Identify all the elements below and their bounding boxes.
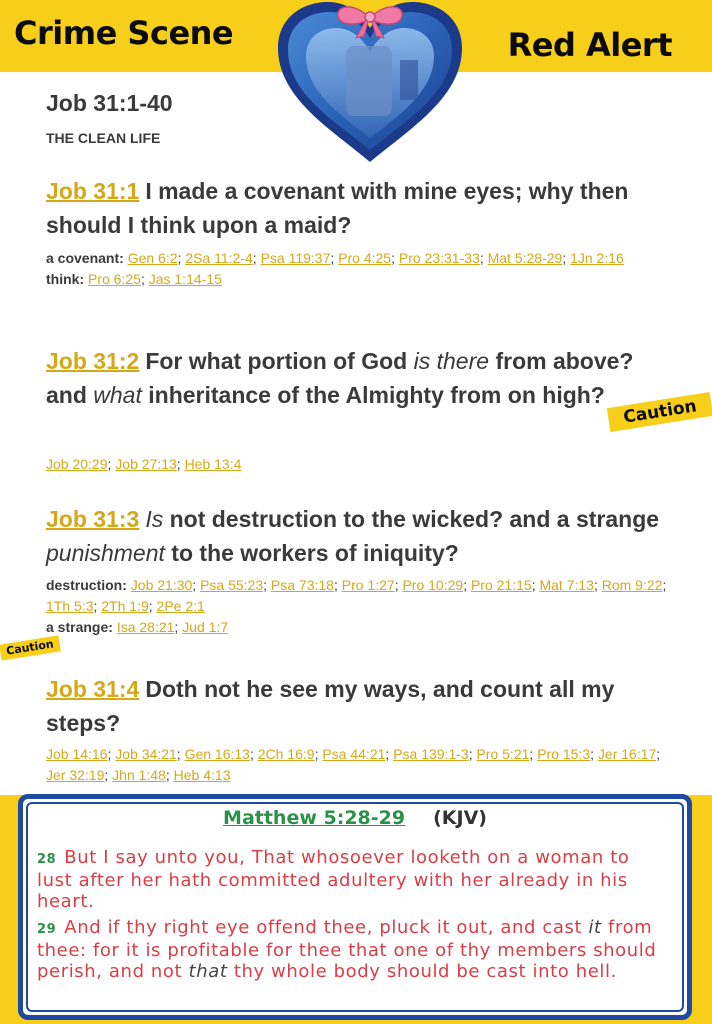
xref-line <box>46 269 676 290</box>
xref-link[interactable]: 2Th 1:9 <box>101 598 149 614</box>
xref-line <box>46 248 676 269</box>
xref-separator: ; <box>468 746 477 762</box>
xref-separator: ; <box>263 577 271 593</box>
xref-link[interactable]: Pro 10:29 <box>402 577 464 593</box>
verse-text: I made a covenant with mine eyes; why then should I think upon a maid? <box>46 178 629 238</box>
xref-link[interactable]: Pro 1:27 <box>341 577 395 593</box>
xref-link[interactable]: Job 34:21 <box>115 746 177 762</box>
xref-separator: ; <box>333 577 342 593</box>
xref-link[interactable]: Mat 7:13 <box>539 577 594 593</box>
xref-separator: ; <box>192 577 201 593</box>
xref-link[interactable]: 2Pe 2:1 <box>156 598 205 614</box>
xref-line <box>46 454 676 475</box>
verse-job-31-1 <box>46 174 671 242</box>
verse-number: 29 <box>37 922 57 937</box>
xref-separator: ; <box>394 577 403 593</box>
xref-link[interactable]: Jud 1:7 <box>182 619 229 635</box>
caution-tape-label: Caution <box>607 392 712 432</box>
xref-separator: ; <box>531 577 540 593</box>
verse-job-31-3 <box>46 502 671 570</box>
banner-crime-scene: Crime Scene <box>14 14 234 52</box>
xref-link[interactable]: 2Ch 16:9 <box>257 746 315 762</box>
xref-link[interactable]: Psa 55:23 <box>200 577 264 593</box>
verse-ref-link[interactable]: Job 31:1 <box>46 178 140 204</box>
kjv-reference-link[interactable]: Matthew 5:28-29 <box>223 807 406 829</box>
xref-link[interactable]: Rom 9:22 <box>601 577 663 593</box>
kjv-verse-29: 29 And if thy right eye offend thee, pluck it out, and cast it from thee: for it is profitable for thee that one of thy members should perish, and not that thy whole body should be cast into hell. <box>37 917 657 982</box>
xref-line <box>46 617 676 638</box>
xref-separator: ; <box>656 746 661 762</box>
verse-number: 28 <box>37 852 57 867</box>
verse-job-31-4 <box>46 672 671 740</box>
xref-separator: ; <box>529 746 538 762</box>
xref-separator: ; <box>593 577 602 593</box>
xref-link[interactable]: Pro 4:25 <box>338 250 392 266</box>
xref-link[interactable]: Isa 28:21 <box>116 619 175 635</box>
xref-separator: ; <box>176 746 185 762</box>
xref-separator: ; <box>165 767 174 783</box>
xref-link[interactable]: Gen 6:2 <box>127 250 178 266</box>
xref-link[interactable]: Job 20:29 <box>46 456 108 472</box>
xref-link[interactable]: Heb 13:4 <box>184 456 242 472</box>
verse-text: Doth not he see my ways, and count all my steps? <box>46 676 615 736</box>
verse-ref-link[interactable]: Job 31:2 <box>46 348 140 374</box>
xref-separator: ; <box>385 746 394 762</box>
passage-title: Job 31:1-40 <box>46 90 173 116</box>
xref-link[interactable]: 1Th 5:3 <box>46 598 94 614</box>
xref-link[interactable]: Pro 5:21 <box>476 746 530 762</box>
xref-separator: ; <box>148 598 157 614</box>
banner-red-alert: Red Alert <box>507 26 672 64</box>
caution-tape-label-small: Caution <box>0 635 61 660</box>
xref-separator: ; <box>174 619 183 635</box>
xref-separator: ; <box>590 746 598 762</box>
xref-label: a covenant: <box>46 250 128 266</box>
xref-label: a strange: <box>46 619 117 635</box>
xref-link[interactable]: Heb 4:13 <box>173 767 231 783</box>
xref-link[interactable]: 1Jn 2:16 <box>570 250 624 266</box>
xref-separator: ; <box>330 250 339 266</box>
xref-separator: ; <box>249 746 258 762</box>
xref-separator: ; <box>391 250 399 266</box>
xref-label: think: <box>46 271 88 287</box>
heart-photo-icon <box>272 0 468 170</box>
xref-separator: ; <box>463 577 471 593</box>
xref-label: destruction: <box>46 577 131 593</box>
kjv-verse-28 <box>37 847 662 912</box>
xref-link[interactable]: Job 27:13 <box>115 456 177 472</box>
kjv-quote-panel <box>18 794 692 1020</box>
xref-separator: ; <box>107 456 116 472</box>
verse-text: But I say unto you, That whosoever looketh on a woman to lust after her hath committed adultery with her already in his heart. <box>37 847 630 912</box>
xref-line <box>46 575 676 617</box>
xref-link[interactable]: 2Sa 11:2-4 <box>185 250 253 266</box>
xref-separator: ; <box>104 767 113 783</box>
xref-link[interactable]: Job 21:30 <box>130 577 193 593</box>
xref-link[interactable]: Psa 119:37 <box>260 250 331 266</box>
verse-job-31-2 <box>46 344 671 412</box>
xref-link[interactable]: Gen 16:13 <box>184 746 250 762</box>
xref-link[interactable]: Psa 139:1-3 <box>393 746 469 762</box>
xref-link[interactable]: Jer 32:19 <box>46 767 105 783</box>
xref-link[interactable]: Jas 1:14-15 <box>148 271 222 287</box>
xref-link[interactable]: Jhn 1:48 <box>112 767 166 783</box>
xref-separator: ; <box>93 598 102 614</box>
verse-ref-link[interactable]: Job 31:4 <box>46 676 140 702</box>
xrefs-job-31-4 <box>46 744 676 786</box>
passage-subtitle: THE CLEAN LIFE <box>46 130 161 146</box>
xref-separator: ; <box>176 456 185 472</box>
xref-separator: ; <box>662 577 667 593</box>
xref-link[interactable]: Pro 21:15 <box>470 577 532 593</box>
xref-link[interactable]: Pro 15:3 <box>537 746 591 762</box>
xrefs-job-31-1 <box>46 248 676 290</box>
verse-text: Is not destruction to the wicked? and a strange punishment to the workers of iniquity? <box>46 506 660 566</box>
kjv-version-tag: (KJV) <box>433 807 487 829</box>
xref-line <box>46 744 676 786</box>
xref-link[interactable]: Job 14:16 <box>46 746 108 762</box>
xref-link[interactable]: Psa 44:21 <box>322 746 386 762</box>
verse-text: For what portion of God is there from above? and what inheritance of the Almighty from on high? <box>46 348 634 408</box>
xref-separator: ; <box>140 271 149 287</box>
xref-separator: ; <box>177 250 186 266</box>
xref-link[interactable]: Jer 16:17 <box>597 746 657 762</box>
kjv-heading <box>23 807 687 829</box>
xref-separator: ; <box>107 746 116 762</box>
xref-link[interactable]: Pro 6:25 <box>88 271 141 287</box>
xref-separator: ; <box>562 250 571 266</box>
xref-separator: ; <box>252 250 261 266</box>
verse-ref-link[interactable]: Job 31:3 <box>46 506 140 532</box>
xref-separator: ; <box>479 250 488 266</box>
xrefs-job-31-3 <box>46 575 676 638</box>
xrefs-job-31-2 <box>46 454 676 475</box>
xref-link[interactable]: Psa 73:18 <box>270 577 334 593</box>
xref-link[interactable]: Mat 5:28-29 <box>487 250 563 266</box>
verse-card <box>20 72 692 794</box>
xref-link[interactable]: Pro 23:31-33 <box>398 250 480 266</box>
xref-separator: ; <box>314 746 323 762</box>
